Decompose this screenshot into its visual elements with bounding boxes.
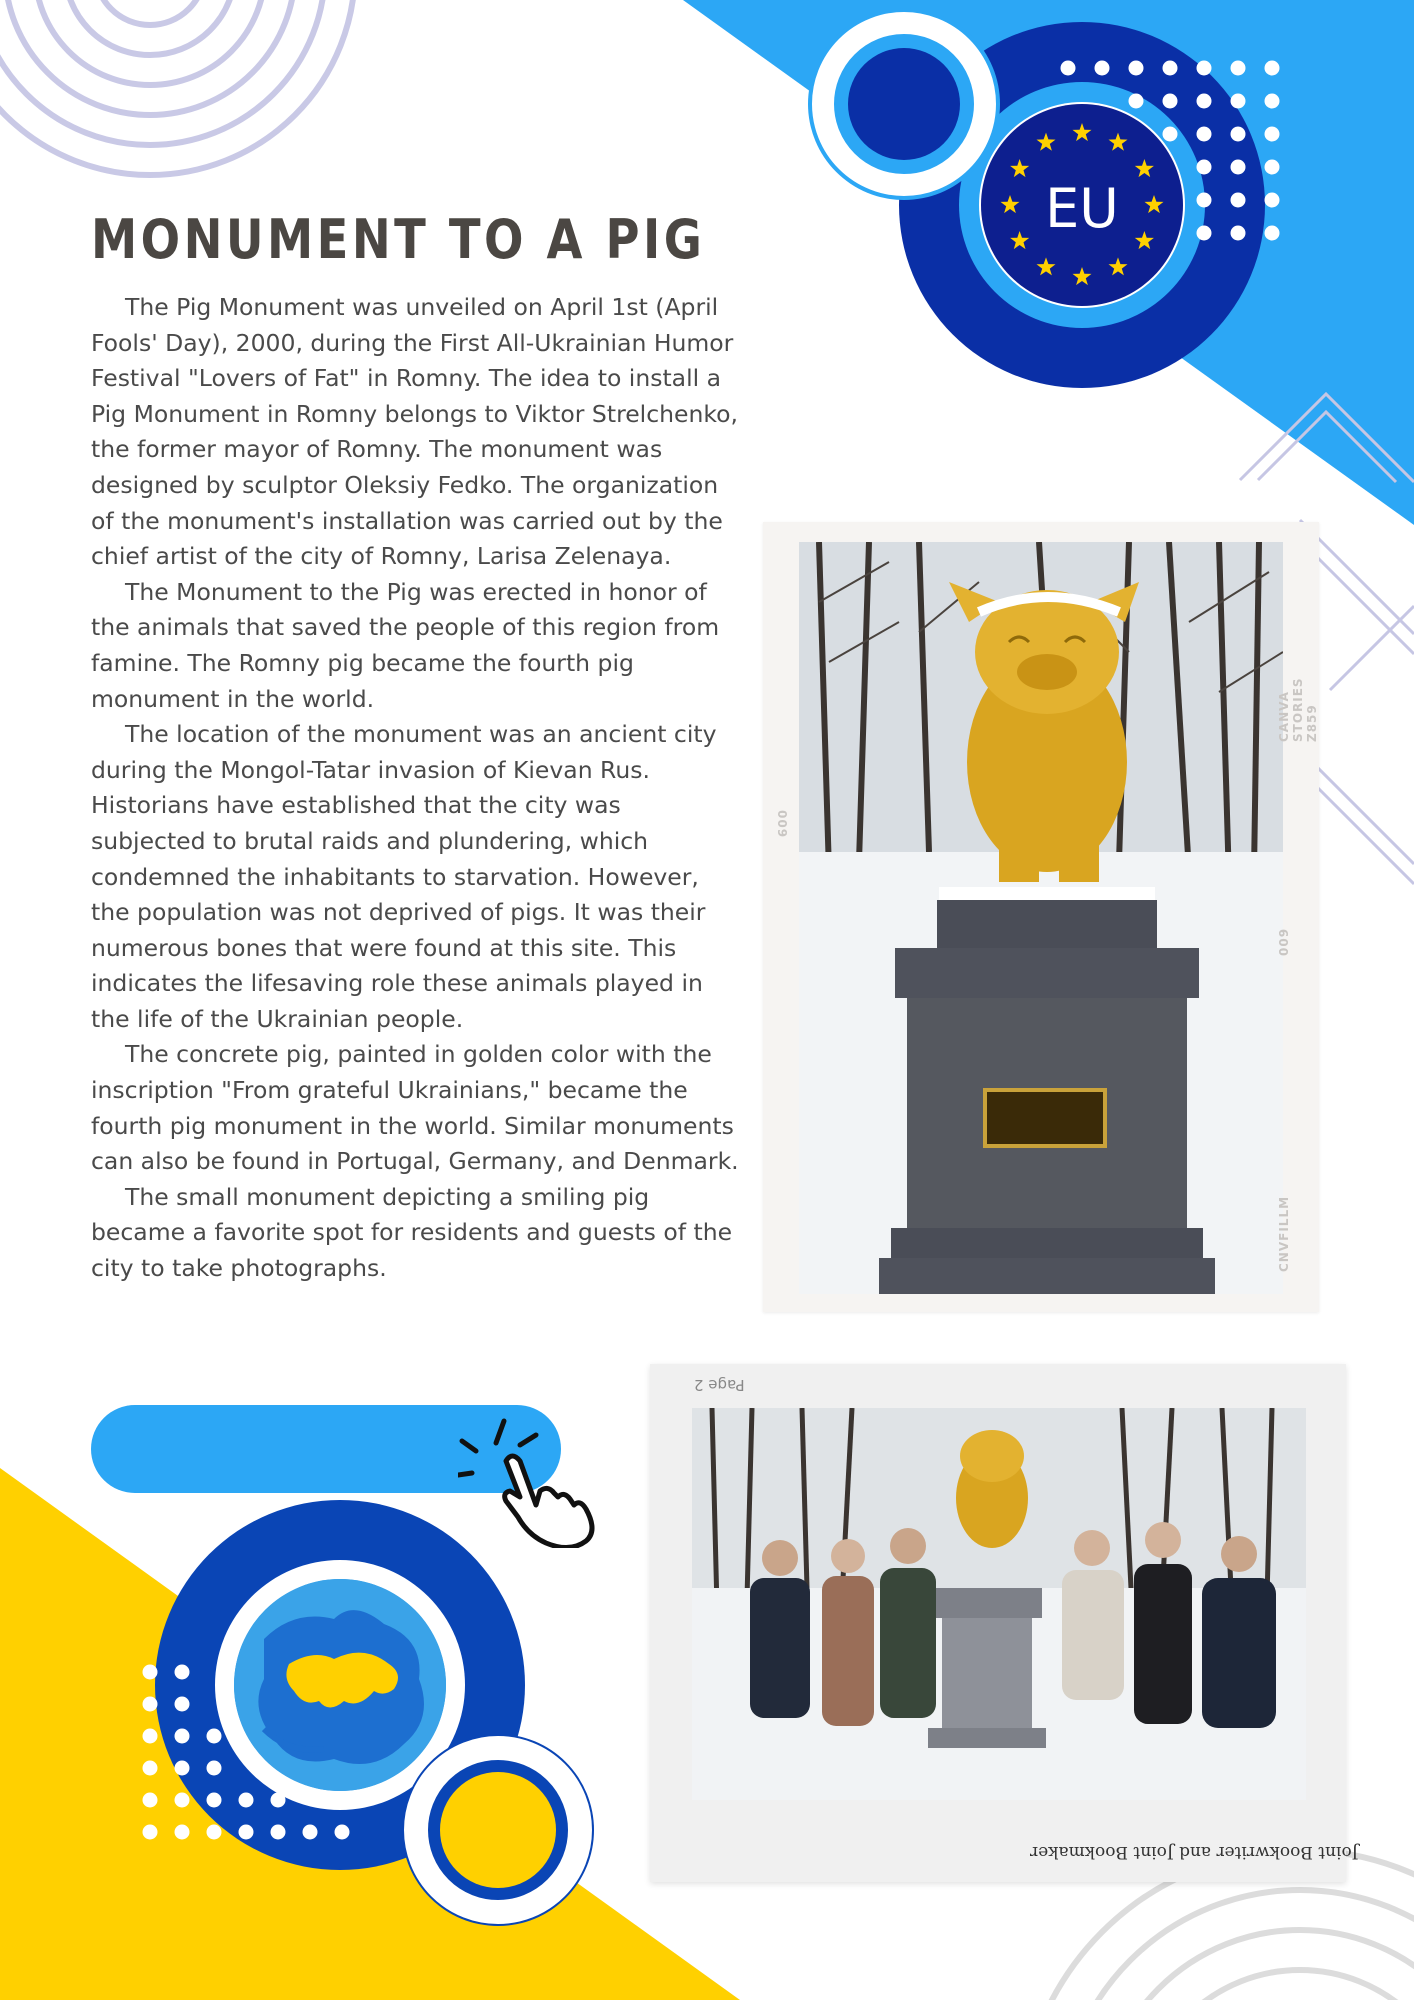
paragraph-1: The Pig Monument was unveiled on April 1st (April Fools' Day), 2000, during the First All-Ukrainian Humor Festival "Lovers of Fat" in Romny. The idea to install a Pig Monument in Romny belongs to Viktor Strelchenko, the former mayor of Romny. The monument was designed by sculptor Oleksiy Fedko. The organization of the monument's installation was carried out by the chief artist of the city of Romny, Larisa Zelenaya. bbox=[91, 293, 738, 571]
ukraine-globe-icon bbox=[234, 1579, 446, 1791]
polaroid-top-text: Page 2 bbox=[694, 1376, 745, 1394]
polaroid-bottom-text: Joint Bookwriter and Joint Bookmaker bbox=[1030, 1842, 1359, 1862]
pointing-hand-icon[interactable] bbox=[458, 1413, 608, 1548]
paragraph-2: The Monument to the Pig was erected in honor of the animals that saved the people of this region from famine. The Romny pig became the fourth pig monument in the world. bbox=[91, 577, 720, 713]
page-title: MONUMENT TO A PIG bbox=[91, 208, 706, 271]
film-photo-frame bbox=[763, 522, 1319, 1312]
film-label-top: CANVA STORIES Z859 bbox=[1277, 677, 1319, 742]
paragraph-5: The small monument depicting a smiling pig became a favorite spot for residents and guests of the city to take photographs. bbox=[91, 1182, 733, 1283]
eu-label: EU bbox=[1045, 177, 1119, 240]
pig-monument-photo bbox=[799, 542, 1283, 1294]
top-left-arcs bbox=[0, 0, 355, 175]
film-number-left: 009 bbox=[775, 810, 789, 839]
film-number-right: 009 bbox=[1277, 927, 1291, 956]
article-body bbox=[91, 290, 741, 1287]
paragraph-3: The location of the monument was an ancient city during the Mongol-Tatar invasion of Kievan Rus. Historians have established that the city was subjected to brutal raids and plundering, which condemned the inhabitants to starvation. However, the population was not deprived of pigs. It was their numerous bones that were found at this site. This indicates the lifesaving role these animals played in the life of the Ukrainian people. bbox=[91, 720, 717, 1033]
group-photo bbox=[692, 1408, 1306, 1800]
group-photo-frame bbox=[650, 1364, 1359, 1882]
eu-flag-icon bbox=[980, 103, 1184, 307]
paragraph-4: The concrete pig, painted in golden color with the inscription "From grateful Ukrainians," became the fourth pig monument in the world. Similar monuments can also be found in Portugal, Germany, and Denmark. bbox=[91, 1040, 739, 1176]
film-label-bottom: CNVFILLM bbox=[1277, 1195, 1291, 1272]
